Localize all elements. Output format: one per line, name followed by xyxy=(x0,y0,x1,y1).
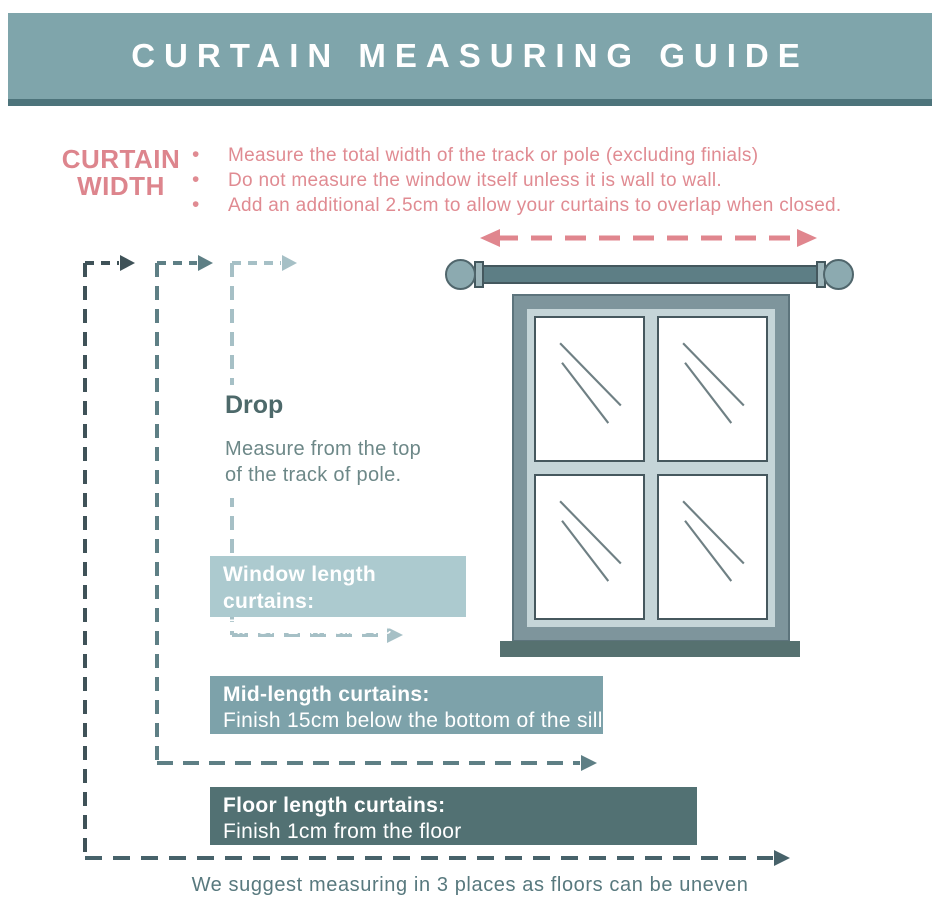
bullet-text: Do not measure the window itself unless it is wall to wall. xyxy=(228,170,722,191)
window-length-subtitle: Finish 1cm above the sill xyxy=(223,616,461,639)
width-arrow-head-left xyxy=(480,229,500,247)
bullet-dot-icon: • xyxy=(192,143,200,166)
bullet-text: Add an additional 2.5cm to allow your curtains to overlap when closed. xyxy=(228,195,842,216)
mid-measure-top-arrow-head xyxy=(198,255,213,271)
drop-description-line2: of the track of pole. xyxy=(225,464,402,486)
width-arrow-head-right xyxy=(797,229,817,247)
floor-measure-bottom-arrow-head xyxy=(774,850,790,866)
drop-description xyxy=(225,436,442,488)
drop-description-line1: Measure from the top xyxy=(225,438,422,460)
page-title: CURTAIN MEASURING GUIDE xyxy=(131,37,809,74)
floor-measure-top-arrow-head xyxy=(120,255,135,271)
bullet-dot-icon: • xyxy=(192,193,200,216)
mid-length-subtitle: Finish 15cm below the bottom of the sill xyxy=(223,709,603,732)
drop-section xyxy=(216,385,442,498)
floor-length-subtitle: Finish 1cm from the floor xyxy=(223,820,462,843)
mid-measure-bottom-arrow-head xyxy=(581,755,597,771)
mid-length-box xyxy=(210,676,603,734)
bullet-dot-icon: • xyxy=(192,168,200,191)
curtain-width-heading-line1: CURTAIN xyxy=(61,144,181,174)
floor-length-title: Floor length curtains: xyxy=(223,794,446,817)
curtain-width-heading-line2: WIDTH xyxy=(77,171,165,201)
bullet-text: Measure the total width of the track or pole (excluding finials) xyxy=(228,145,759,166)
floor-length-box xyxy=(210,787,697,845)
mid-length-title: Mid-length curtains: xyxy=(223,683,430,706)
window-length-box xyxy=(210,556,466,639)
footer-note: We suggest measuring in 3 places as floors can be uneven xyxy=(191,874,749,896)
drop-heading: Drop xyxy=(225,391,284,419)
window-measure-top-arrow-head xyxy=(282,255,297,271)
window-length-title: Window length curtains: xyxy=(223,563,377,613)
